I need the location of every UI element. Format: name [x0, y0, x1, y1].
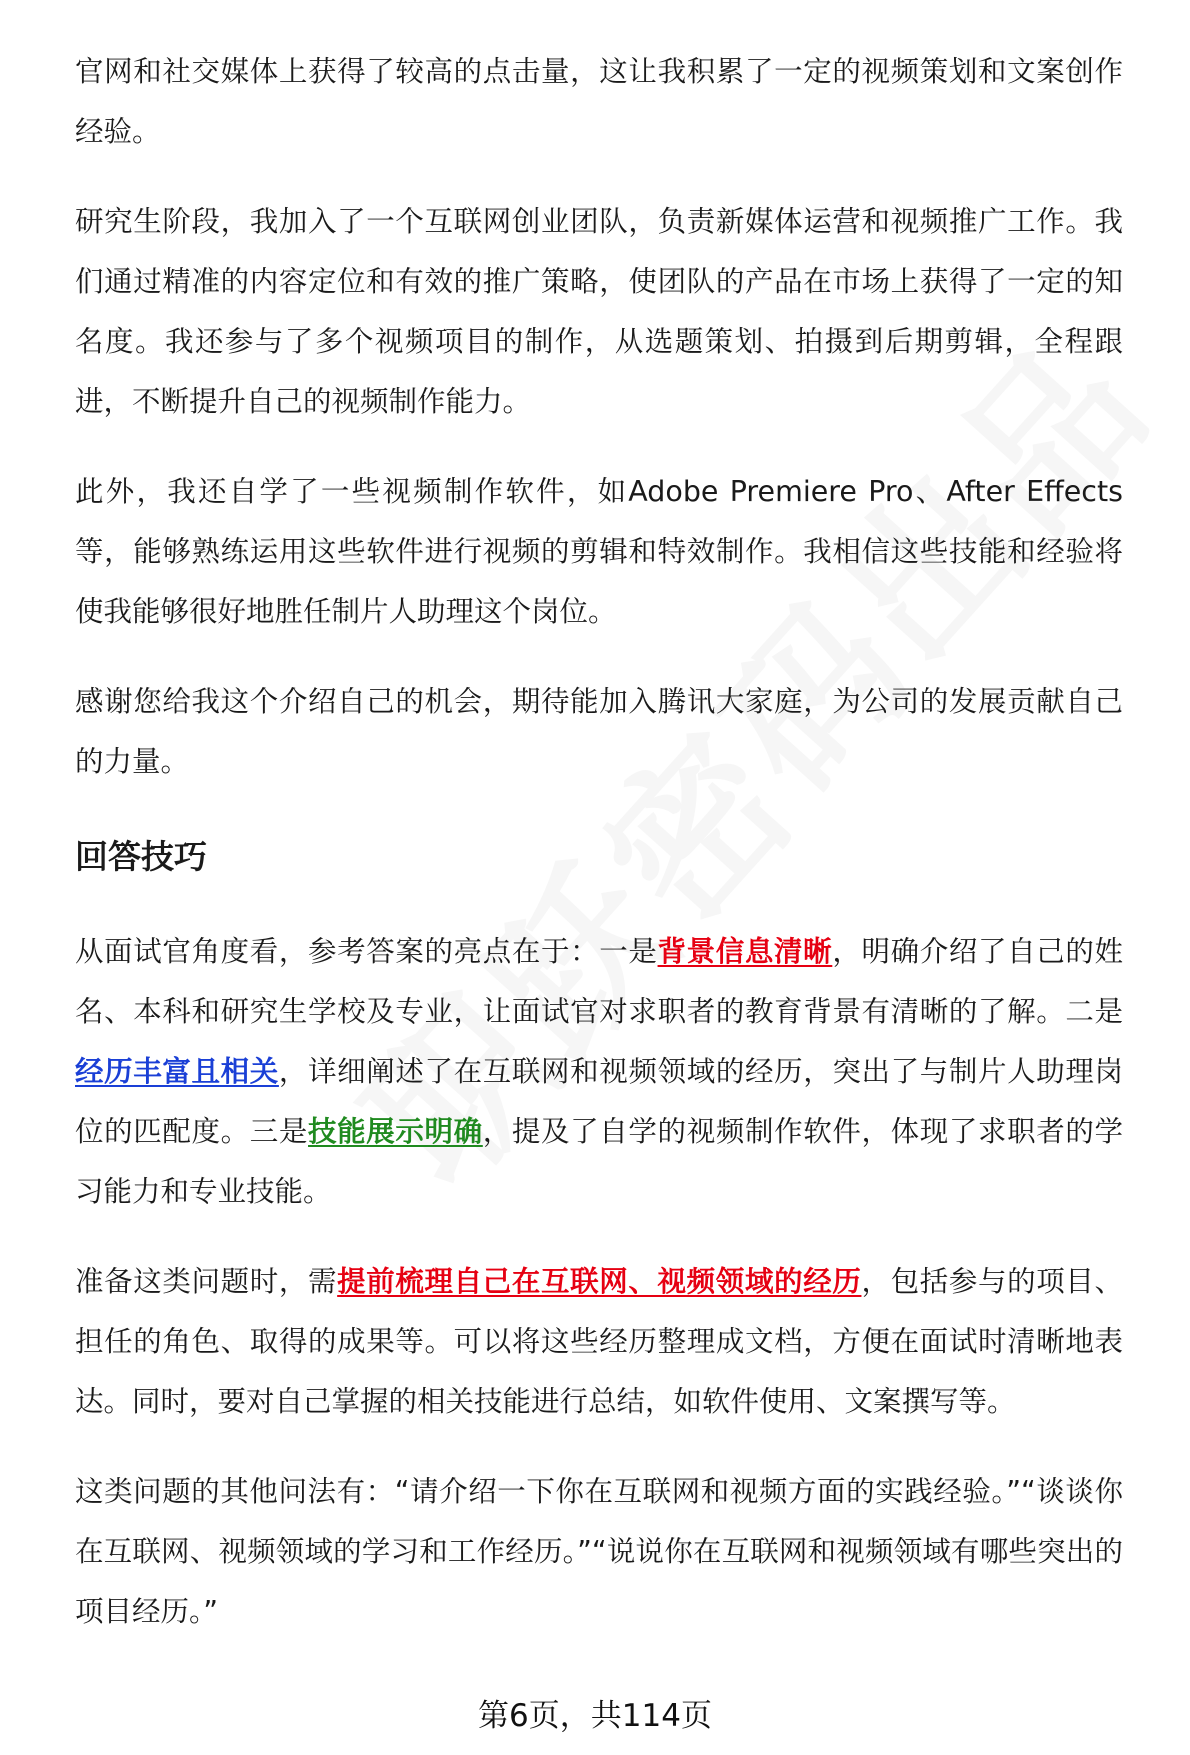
- tips-text: ，提及了自学的视频制作软件，体现了求职者的学习能力和专业技能。: [75, 1115, 1123, 1208]
- answer-paragraph-2: 研究生阶段，我加入了一个互联网创业团队，负责新媒体运营和视频推广工作。我们通过精准的内容定位和有效的推广策略，使团队的产品在市场上获得了一定的知名度。我还参与了多个视频项目的制作，从选题策划、拍摄到后期剪辑，全程跟进，不断提升自己的视频制作能力。: [75, 205, 1123, 418]
- tips-text: ，明确介绍了自己的姓名、本科和研究生学校及专业，让面试官对求职者的教育背景有清晰的了解。二是: [75, 935, 1123, 1028]
- document-body: [75, 42, 1123, 1642]
- tips-paragraph-1: [75, 922, 1123, 1222]
- answer-paragraph-4: 感谢您给我这个介绍自己的机会，期待能加入腾讯大家庭，为公司的发展贡献自己的力量。: [75, 685, 1123, 778]
- highlight-prepare-experience: 提前梳理自己在互联网、视频领域的经历: [337, 1265, 862, 1298]
- tips-text: ，包括参与的项目、担任的角色、取得的成果等。可以将这些经历整理成文档，方便在面试时清晰地表达。同时，要对自己掌握的相关技能进行总结，如软件使用、文案撰写等。: [75, 1265, 1123, 1418]
- tips-paragraph-2: [75, 1252, 1123, 1432]
- highlight-experience-relevant: 经历丰富且相关: [75, 1055, 279, 1088]
- answer-paragraph-3: 此外，我还自学了一些视频制作软件，如Adobe Premiere Pro、After Effects等，能够熟练运用这些软件进行视频的剪辑和特效制作。我相信这些技能和经验将使我能够很好地胜任制片人助理这个岗位。: [75, 475, 1123, 628]
- tips-paragraph-3: 这类问题的其他问法有：“请介绍一下你在互联网和视频方面的实践经验。”“谈谈你在互联网、视频领域的学习和工作经历。”“说说你在互联网和视频领域有哪些突出的项目经历。”: [75, 1475, 1123, 1628]
- highlight-skills-clear: 技能展示明确: [308, 1115, 483, 1148]
- answer-paragraph-1: 官网和社交媒体上获得了较高的点击量，这让我积累了一定的视频策划和文案创作经验。: [75, 55, 1123, 148]
- tips-text: 准备这类问题时，需: [75, 1265, 338, 1298]
- section-heading: 回答技巧: [75, 837, 207, 876]
- tips-text: ，详细阐述了在互联网和视频领域的经历，突出了与制片人助理岗位的匹配度。三是: [75, 1055, 1123, 1148]
- page-number: 第6页，共114页: [478, 1698, 712, 1734]
- highlight-background-clear: 背景信息清晰: [657, 935, 833, 968]
- tips-text: 从面试官角度看，参考答案的亮点在于：一是: [75, 935, 658, 968]
